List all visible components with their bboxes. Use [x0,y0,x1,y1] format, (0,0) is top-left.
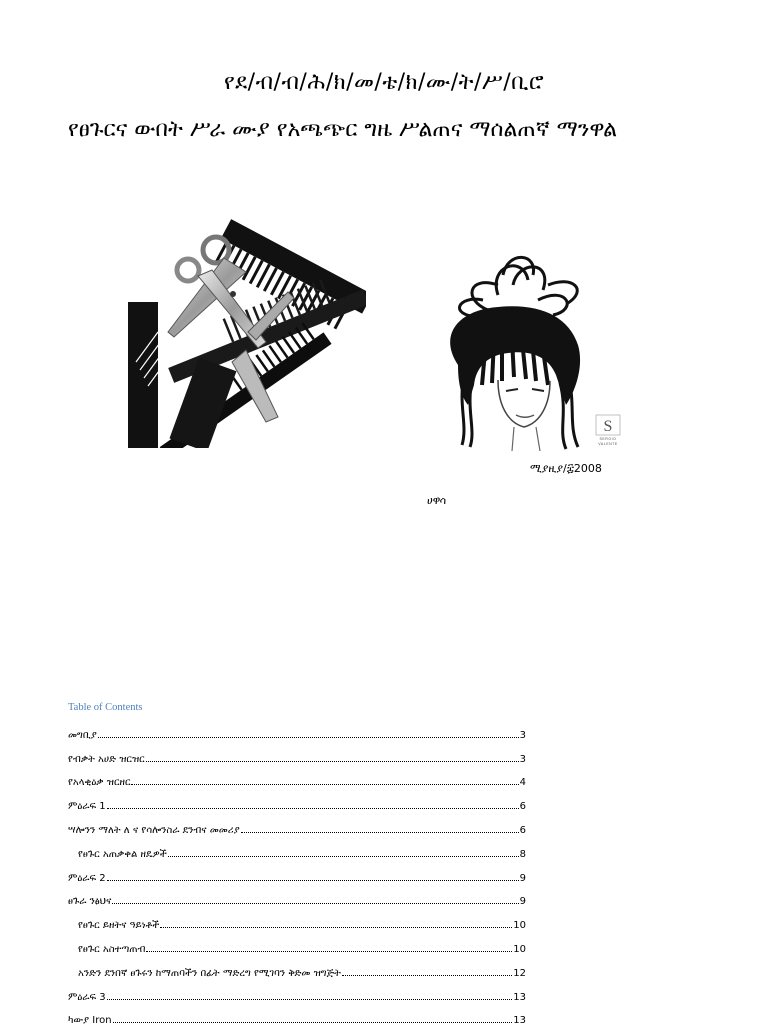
toc-dot-leader [160,927,512,928]
toc-entry-page: 10 [513,943,526,955]
toc-entry-page: 3 [519,753,526,765]
svg-text:VALENTE: VALENTE [598,442,618,446]
toc-entry-page: 13 [513,991,526,1003]
toc-dot-leader [241,832,519,833]
toc-entry[interactable] [68,836,526,860]
toc-dot-leader [131,784,518,785]
toc-dot-leader [113,1022,513,1023]
toc-entry-page: 3 [519,729,526,741]
toc-entry-page: 13 [513,1015,526,1026]
toc-entry[interactable] [68,907,526,931]
toc-entry-title: አንድን ደንበኛ ፀጉሩን ከማጠባችን በፊት ማድረግ የሚገባን ቅድመ ዝግጅት [78,967,341,979]
office-title: የደ/ብ/ብ/ሕ/ክ/መ/ቴ/ክ/ሙ/ት/ሥ/ቢሮ [223,70,545,95]
toc-entry-page: 6 [519,801,526,813]
toc-entry[interactable] [68,765,526,789]
toc-dot-leader [112,903,518,904]
toc-entry-page: 6 [519,824,526,836]
toc-entry-title: መግቢያ [68,729,97,741]
toc-entry[interactable] [68,1003,526,1026]
toc-entry[interactable] [68,741,526,765]
toc-entry[interactable] [68,955,526,979]
toc-entry[interactable] [68,717,526,741]
hairstyle-illustration [428,255,624,451]
toc-heading: Table of Contents [68,702,143,713]
toc-dot-leader [146,761,519,762]
toc-dot-leader [146,951,512,952]
toc-entry-title: ምዕራፍ 1 [68,801,106,813]
toc-dot-leader [168,856,519,857]
publication-date: ሚያዚያ/፰2008 [530,462,602,475]
svg-text:S: S [603,418,613,435]
toc-entry[interactable] [68,884,526,908]
toc-entry[interactable] [68,788,526,812]
toc-entry-page: 10 [513,920,526,932]
toc-entry[interactable] [68,812,526,836]
toc-dot-leader [342,975,512,976]
toc-entry-title: ምዕራፍ 2 [68,872,106,884]
toc-entry-title: ፀጉራ ንፅህና [68,896,112,908]
toc-entry[interactable] [68,931,526,955]
toc-entry-title: የፀጉር አስተጣጠብ [78,943,146,955]
toc-dot-leader [107,999,513,1000]
toc-entry-title: የአላቂዕቃ ዝርዘር [68,777,131,789]
table-of-contents [68,702,526,1026]
toc-entries [68,717,526,1026]
toc-dot-leader [98,737,519,738]
toc-entry[interactable] [68,860,526,884]
toc-entry-title: ምዕራፍ 3 [68,991,106,1003]
manual-title: የፀጉርና ውበት ሥራ ሙያ የአጫጭር ግዜ ሥልጠና ማሰልጠኛ ማንዋል [68,117,618,142]
toc-entry-page: 4 [519,777,526,789]
toc-entry-title: ካውያ Iron [68,1015,112,1026]
toc-dot-leader [107,880,519,881]
toc-entry-title: ሣሎንን ማለት ለ ና የሳሎንስራ ደንብና መመሪያ [68,824,240,836]
toc-entry-title: የፀጉር አጠቃቀል ዘዴዎች [78,848,167,860]
toc-dot-leader [107,808,519,809]
toc-entry-page: 9 [519,896,526,908]
toc-entry-page: 8 [519,848,526,860]
toc-entry-page: 9 [519,872,526,884]
svg-text:SERGIO: SERGIO [599,437,617,441]
hairdressing-tools-illustration [128,212,366,448]
sergio-valente-logo [596,415,620,446]
publication-place: ሀዋሳ [427,494,447,507]
toc-entry[interactable] [68,979,526,1003]
toc-entry-title: የፀጉር ይዘትና ዓይነቶች [78,920,160,932]
toc-entry-title: የብቃት አሀድ ዝርዝር [68,753,145,765]
toc-entry-page: 12 [513,967,526,979]
